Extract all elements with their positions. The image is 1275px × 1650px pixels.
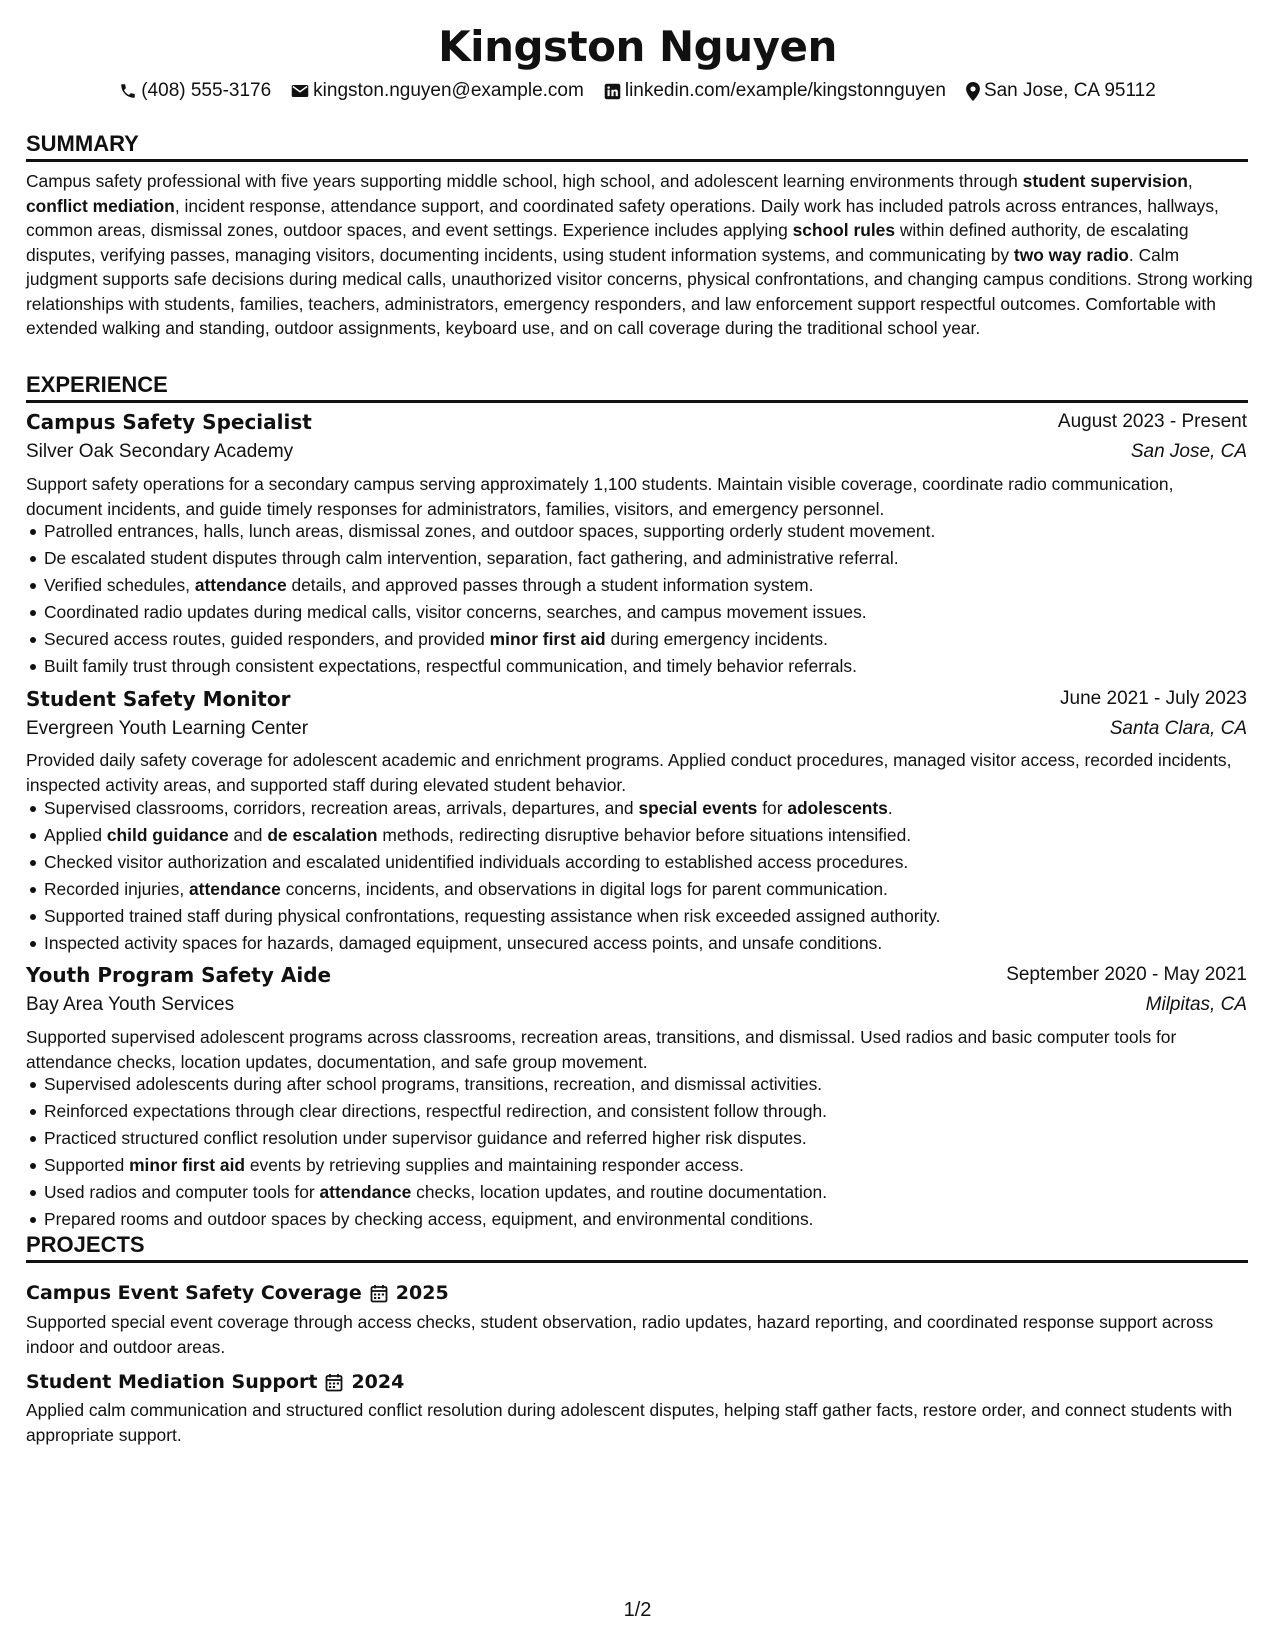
text-run: .	[887, 798, 893, 818]
text-run: Prepared rooms and outdoor spaces by checking access, equipment, and environmental conditions.	[44, 1209, 814, 1229]
text-run: during emergency incidents.	[605, 629, 828, 649]
bold-keyword: student supervision	[1022, 171, 1188, 191]
bold-keyword: de escalation	[267, 825, 378, 845]
text-run: and	[228, 825, 268, 845]
job-location: Milpitas, CA	[1145, 994, 1247, 1015]
candidate-name: Kingston Nguyen	[438, 22, 837, 71]
contact-location	[966, 78, 1156, 104]
bold-keyword: attendance	[319, 1182, 412, 1202]
text-run: Supervised adolescents during after school programs, transitions, recreation, and dismissal activities.	[44, 1074, 823, 1094]
text-run: Practiced structured conflict resolution under supervisor guidance and referred higher risk disputes.	[44, 1128, 807, 1148]
summary-heading: SUMMARY	[26, 131, 139, 156]
text-run: Checked visitor authorization and escalated unidentified individuals according to established access procedures.	[44, 852, 909, 872]
project-year: 2024	[351, 1371, 405, 1393]
bold-keyword: special events	[638, 798, 758, 818]
summary-divider	[26, 159, 1248, 162]
job-title: Campus Safety Specialist	[26, 410, 312, 434]
text-run: Campus safety professional with five years supporting middle school, high school, and adolescent learning environments through	[26, 171, 1023, 191]
text-run: details, and approved passes through a student information system.	[286, 575, 814, 595]
project-title: Student Mediation Support	[26, 1371, 318, 1393]
contact-email-text: kingston.nguyen@example.com	[313, 80, 584, 101]
bullet-item	[26, 626, 1254, 653]
bullet-item	[26, 572, 1254, 599]
project-description: Applied calm communication and structured conflict resolution during adolescent disputes, helping staff gather facts, restore order, and connect students with appropriate support.	[26, 1400, 1233, 1445]
bullet-item	[26, 1071, 1254, 1098]
text-run: Inspected activity spaces for hazards, damaged equipment, unsecured access points, and unsafe conditions.	[44, 933, 883, 953]
text-run: Supported	[44, 1155, 130, 1175]
bullet-item	[26, 1098, 1254, 1125]
job-description	[26, 472, 1254, 521]
bullet-item	[26, 1179, 1254, 1206]
text-run: , incident response, attendance support, and coordinated safety operations. Daily work has included patrols across entrances, hallways, common areas, dismissal zones, outdoor spaces, and event settings. Experience includes applying	[26, 195, 1219, 240]
text-run: De escalated student disputes through calm intervention, separation, fact gathering, and administrative referral.	[44, 548, 899, 568]
map-pin-icon	[966, 82, 980, 101]
bullet-item	[26, 653, 1254, 680]
text-run: Provided daily safety coverage for adolescent academic and enrichment programs. Applied conduct procedures, managed visitor access, recorded incidents, inspected activity areas, and supported staff during elevated student behavior.	[26, 750, 1232, 795]
projects-divider	[26, 1260, 1248, 1263]
bullet-item	[26, 849, 1254, 876]
text-run: Secured access routes, guided responders, and provided	[44, 629, 490, 649]
contact-email[interactable]	[291, 78, 584, 104]
text-run: Support safety operations for a secondary campus serving approximately 1,100 students. Maintain visible coverage, coordinate radio communication, document incidents, and guide timely responses for administrators, families, visitors, and emergency personnel.	[26, 474, 1174, 519]
summary-text	[26, 169, 1254, 341]
bullet-item	[26, 1206, 1254, 1233]
bullet-item	[26, 545, 1254, 572]
bullet-item	[26, 795, 1254, 822]
bullet-item	[26, 1125, 1254, 1152]
job-description	[26, 748, 1254, 797]
job-organization: Silver Oak Secondary Academy	[26, 441, 294, 462]
text-run: Built family trust through consistent expectations, respectful communication, and timely behavior referrals.	[44, 656, 857, 676]
bullet-item	[26, 930, 1254, 957]
job-title: Youth Program Safety Aide	[26, 963, 332, 987]
job-location: San Jose, CA	[1130, 441, 1247, 462]
text-run: checks, location updates, and routine documentation.	[411, 1182, 828, 1202]
text-run: events by retrieving supplies and maintaining responder access.	[245, 1155, 744, 1175]
bold-keyword: attendance	[194, 575, 287, 595]
text-run: Reinforced expectations through clear directions, respectful redirection, and consistent follow through.	[44, 1101, 828, 1121]
bold-keyword: two way radio	[1013, 244, 1129, 265]
bullet-item	[26, 1152, 1254, 1179]
contact-linkedin-text: linkedin.com/example/kingstonnguyen	[624, 80, 946, 101]
bullet-item	[26, 599, 1254, 626]
bullet-item	[26, 822, 1254, 849]
page-number: 1/2	[623, 1599, 652, 1621]
job-title: Student Safety Monitor	[26, 687, 291, 711]
job-location: Santa Clara, CA	[1109, 718, 1247, 739]
contact-bar	[0, 78, 1275, 104]
bold-keyword: minor first aid	[489, 629, 606, 649]
text-run: methods, redirecting disruptive behavior before situations intensified.	[377, 825, 912, 845]
job-description	[26, 1025, 1254, 1074]
text-run: . Calm judgment supports safe decisions during medical calls, unauthorized visitor concerns, physical confrontations, and changing campus conditions. Strong working relationships with students, families, teachers, administrators, emergency responders, and law enforcement support respectful outcomes. Comfortable with extended walking and standing, outdoor assignments, keyboard use, and on call coverage during the traditional school year.	[26, 244, 1253, 338]
bold-keyword: school rules	[792, 220, 896, 240]
project-description: Supported special event coverage through access checks, student observation, radio updates, hazard reporting, and coordinated response support across indoor and outdoor areas.	[26, 1312, 1214, 1357]
bold-keyword: conflict mediation	[26, 195, 175, 216]
text-run: within defined authority, de escalating disputes, verifying passes, managing visitors, documenting incidents, using student information systems, and communicating by	[26, 220, 1189, 265]
job-bullets	[26, 518, 1254, 680]
job-dates: June 2021 - July 2023	[1060, 688, 1247, 709]
job-bullets	[26, 1071, 1254, 1233]
bold-keyword: attendance	[189, 879, 281, 899]
project-year: 2025	[395, 1282, 449, 1304]
text-run: Coordinated radio updates during medical calls, visitor concerns, searches, and campus movement issues.	[44, 602, 867, 622]
bold-keyword: child guidance	[106, 825, 229, 845]
bold-keyword: adolescents	[787, 798, 888, 818]
job-bullets	[26, 795, 1254, 957]
envelope-icon	[291, 83, 309, 99]
calendar-icon	[325, 1373, 343, 1392]
job-dates: August 2023 - Present	[1057, 411, 1247, 432]
text-run: Patrolled entrances, halls, lunch areas, dismissal zones, and outdoor spaces, supporting orderly student movement.	[44, 521, 936, 541]
text-run: for	[757, 798, 788, 818]
text-run: Recorded injuries,	[44, 879, 189, 899]
project-title-row	[26, 1369, 404, 1395]
phone-icon	[119, 82, 137, 100]
job-organization: Evergreen Youth Learning Center	[26, 718, 309, 739]
job-dates: September 2020 - May 2021	[1006, 964, 1247, 985]
contact-phone[interactable]	[119, 78, 271, 104]
text-run: Supported supervised adolescent programs across classrooms, recreation areas, transitions, and dismissal. Used radios and basic computer tools for attendance checks, location updates, documentation, and safe group movement.	[26, 1027, 1177, 1072]
text-run: Supervised classrooms, corridors, recreation areas, arrivals, departures, and	[44, 798, 639, 818]
calendar-icon	[370, 1284, 388, 1303]
text-run: concerns, incidents, and observations in digital logs for parent communication.	[280, 879, 888, 899]
bullet-item	[26, 903, 1254, 930]
bold-keyword: minor first aid	[129, 1155, 246, 1175]
project-title: Campus Event Safety Coverage	[26, 1282, 362, 1304]
bullet-item	[26, 518, 1254, 545]
linkedin-icon	[604, 83, 621, 100]
contact-location-text: San Jose, CA 95112	[983, 80, 1156, 101]
text-run: Used radios and computer tools for	[44, 1182, 320, 1202]
text-run: Supported trained staff during physical confrontations, requesting assistance when risk exceeded assigned authority.	[44, 906, 941, 926]
experience-divider	[26, 400, 1248, 403]
contact-linkedin[interactable]	[604, 78, 946, 104]
projects-heading: PROJECTS	[26, 1232, 145, 1257]
contact-phone-text: (408) 555-3176	[141, 80, 272, 101]
bullet-item	[26, 876, 1254, 903]
project-title-row	[26, 1280, 449, 1306]
text-run: ,	[1187, 171, 1193, 191]
text-run: Applied	[44, 825, 107, 845]
text-run: Verified schedules,	[44, 575, 195, 595]
experience-heading: EXPERIENCE	[26, 372, 168, 397]
job-organization: Bay Area Youth Services	[26, 994, 235, 1015]
